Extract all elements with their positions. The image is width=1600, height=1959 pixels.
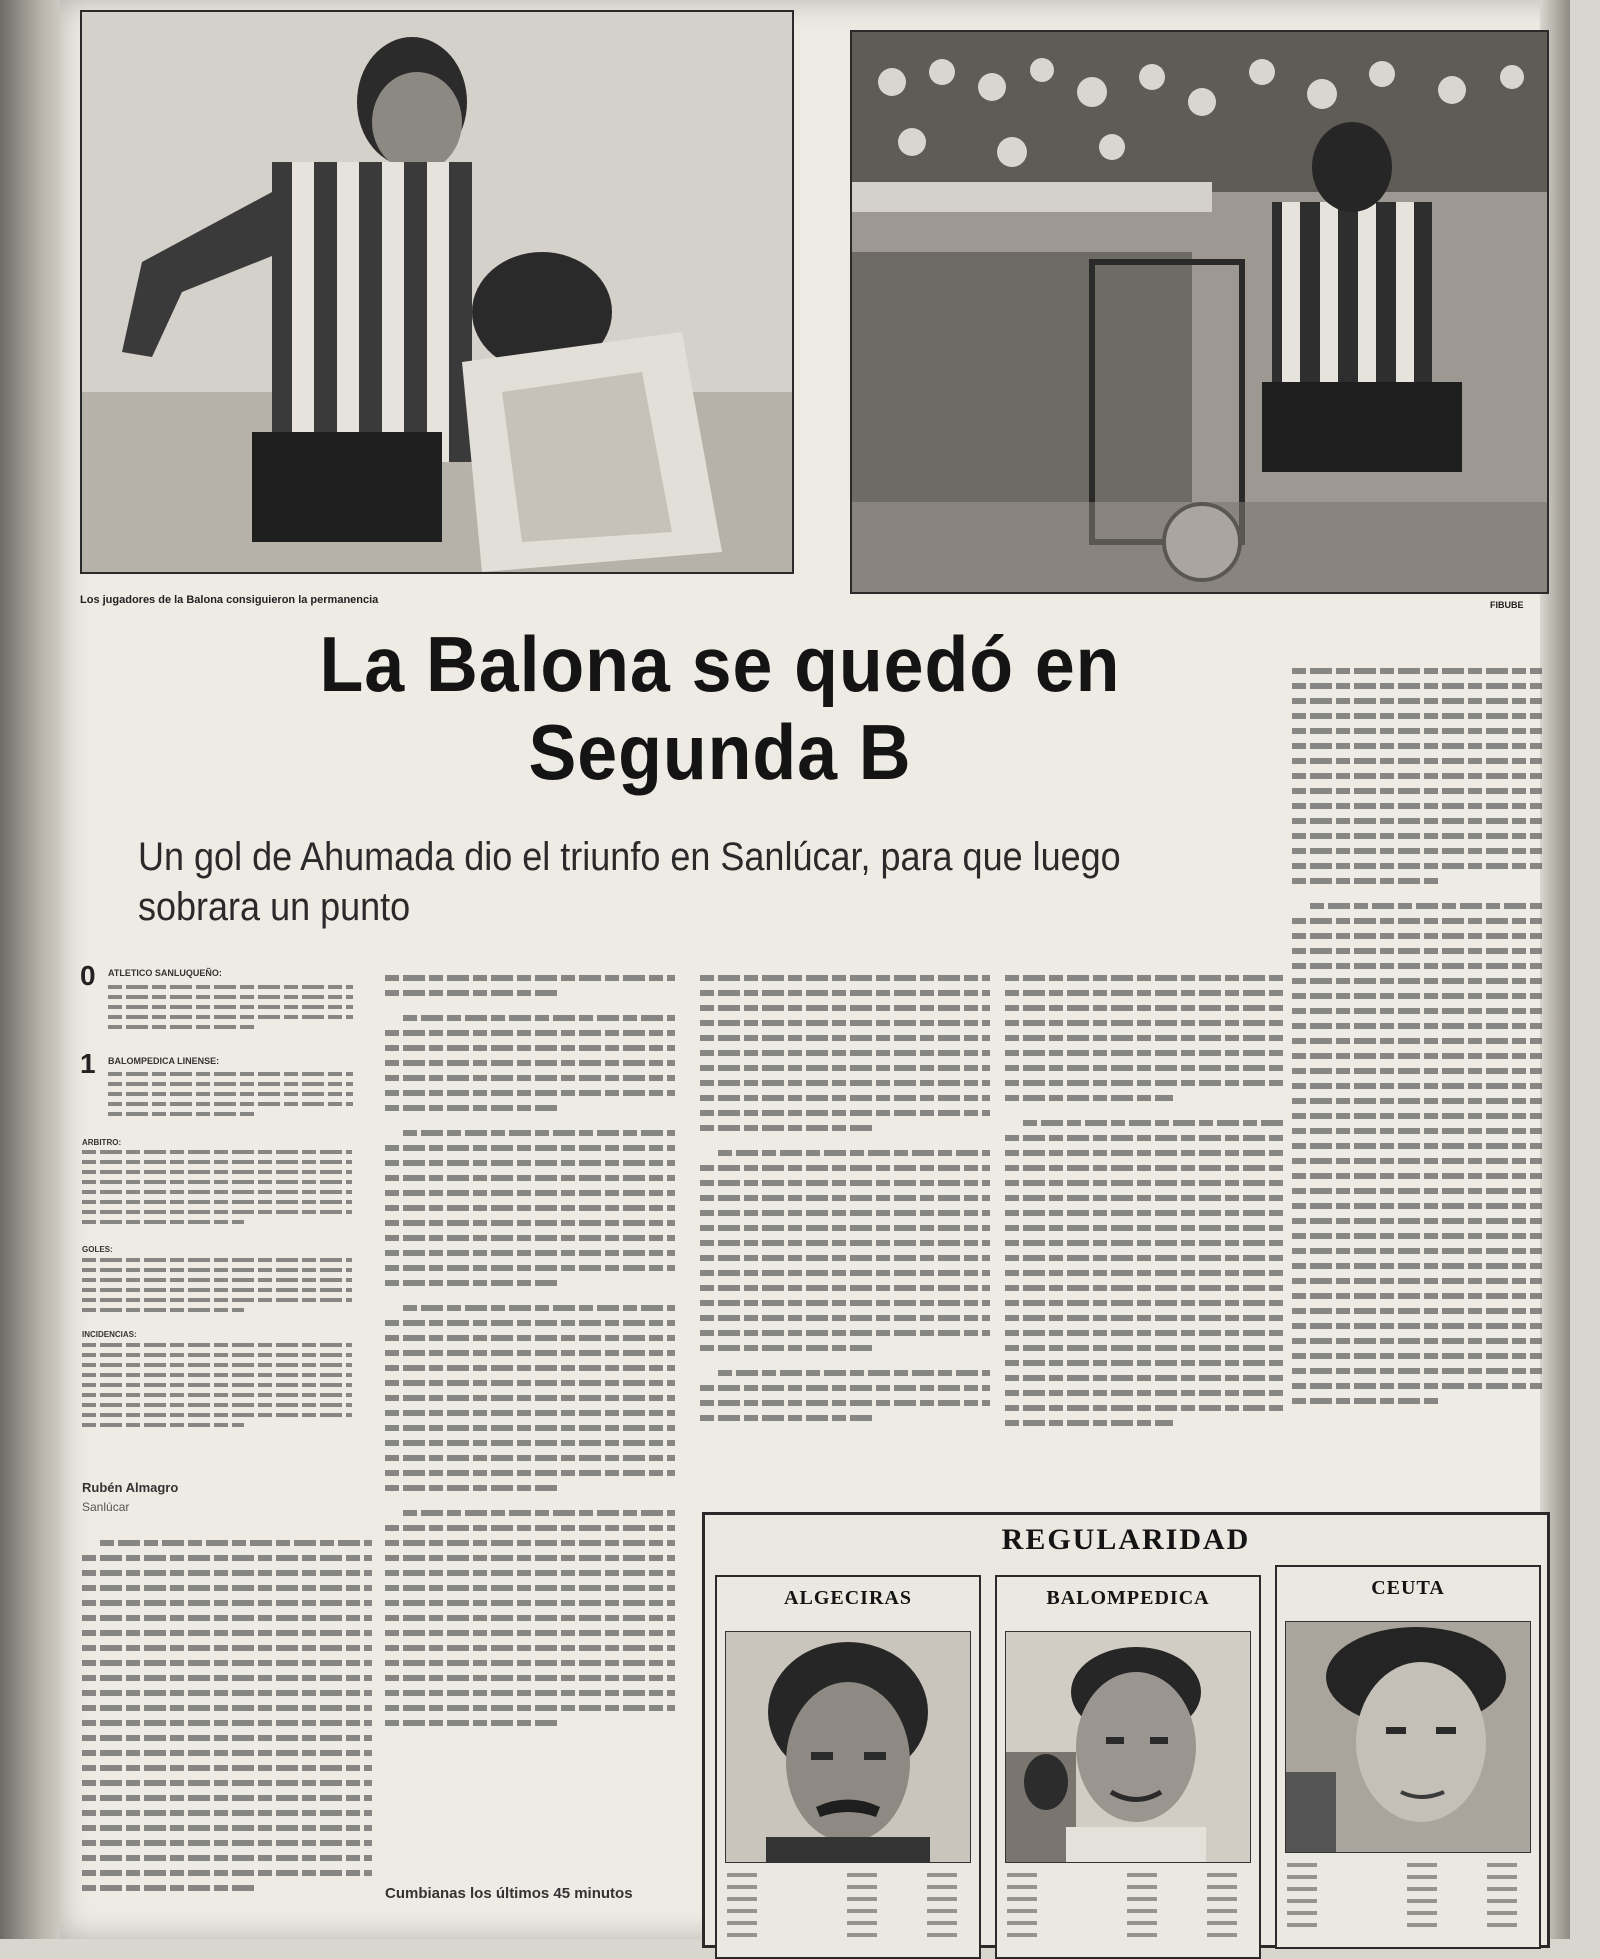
arbitro-text bbox=[82, 1150, 352, 1240]
incidencias-text bbox=[82, 1343, 352, 1443]
arbitro-label: ARBITRO: bbox=[82, 1138, 122, 1147]
column-subhead: Cumbianas los últimos 45 minutos bbox=[385, 1885, 633, 1902]
team-name-balompedica: BALOMPEDICA bbox=[1046, 1587, 1210, 1609]
byline-author: Rubén Almagro bbox=[82, 1480, 179, 1495]
headline-line-1: La Balona se quedó en bbox=[319, 620, 1121, 708]
regularidad-title: REGULARIDAD bbox=[1001, 1523, 1251, 1556]
goles-label: GOLES: bbox=[82, 1245, 113, 1254]
lineup-away-text bbox=[108, 1072, 353, 1132]
article-column-3 bbox=[700, 975, 990, 1515]
portrait-ceuta bbox=[1285, 1621, 1531, 1853]
photo-caption: Los jugadores de la Balona consiguieron la permanencia bbox=[80, 594, 379, 606]
byline-place: Sanlúcar bbox=[82, 1500, 130, 1514]
regularidad-panel-ceuta bbox=[1275, 1565, 1541, 1949]
photo-match-right bbox=[850, 30, 1549, 594]
article-column-4 bbox=[1005, 975, 1285, 1505]
team-away-label: BALOMPEDICA LINENSE: bbox=[108, 1056, 220, 1066]
newspaper-page bbox=[60, 0, 1570, 1939]
goles-text bbox=[82, 1258, 352, 1328]
balompedica-ranking-list bbox=[1007, 1873, 1249, 1945]
ceuta-ranking-list bbox=[1287, 1863, 1529, 1935]
photo-player-left bbox=[80, 10, 794, 574]
team-home-label: ATLETICO SANLUQUEÑO: bbox=[108, 968, 222, 978]
portrait-algeciras bbox=[725, 1631, 971, 1863]
team-name-algeciras: ALGECIRAS bbox=[784, 1587, 912, 1609]
team-name-ceuta: CEUTA bbox=[1371, 1577, 1445, 1599]
portrait-balompedica bbox=[1005, 1631, 1251, 1863]
article-column-1 bbox=[82, 1540, 372, 1930]
article-column-5 bbox=[1292, 668, 1542, 1508]
regularidad-box bbox=[702, 1512, 1550, 1948]
article-column-2 bbox=[385, 975, 675, 1855]
regularidad-panel-balompedica bbox=[995, 1575, 1261, 1959]
headline bbox=[297, 620, 1143, 796]
headline-line-2: Segunda B bbox=[528, 708, 912, 796]
algeciras-ranking-list bbox=[727, 1873, 969, 1945]
score-home: 0 bbox=[80, 960, 96, 991]
incidencias-label: INCIDENCIAS: bbox=[82, 1330, 137, 1339]
score-away: 1 bbox=[80, 1048, 96, 1079]
regularidad-panel-algeciras bbox=[715, 1575, 981, 1959]
lineup-home-text bbox=[108, 985, 353, 1045]
photo-credit: FIBUBE bbox=[1490, 600, 1524, 610]
subheadline: Un gol de Ahumada dio el triunfo en Sanlúcar, para que luego sobrara un punto bbox=[138, 835, 1121, 929]
